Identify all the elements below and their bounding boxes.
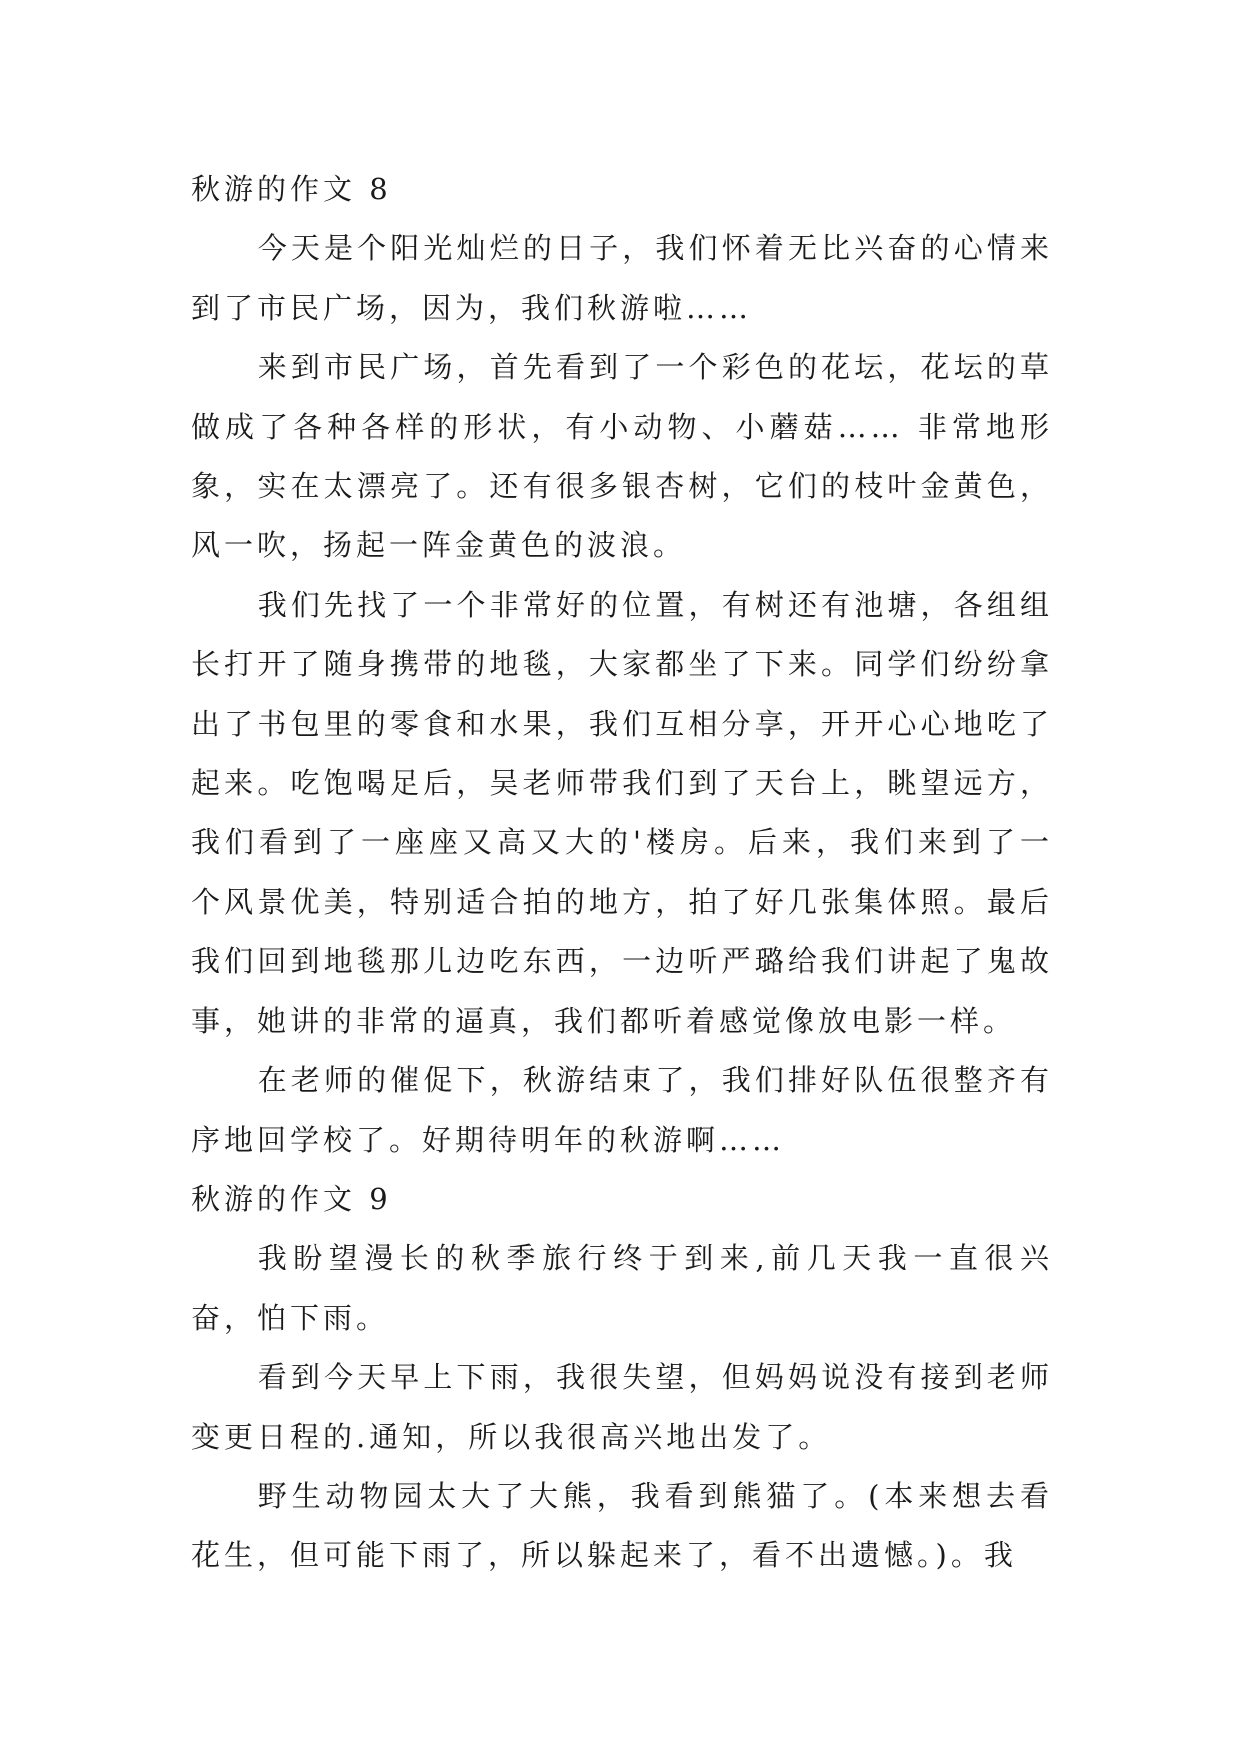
paragraph: 野生动物园太大了大熊，我看到熊猫了。(本来想去看花生，但可能下雨了，所以躲起来了，看不出遗憾。)。我 (191, 1478, 1053, 1573)
paragraph: 在老师的催促下，秋游结束了，我们排好队伍很整齐有序地回学校了。好期待明年的秋游啊…… (191, 1063, 1053, 1157)
paragraph: 看到今天早上下雨，我很失望，但妈妈说没有接到老师变更日程的.通知，所以我很高兴地出发了。 (191, 1360, 1053, 1454)
section-heading-8: 秋游的作文 8 (191, 172, 392, 206)
paragraph: 我们先找了一个非常好的位置，有树还有池塘，各组组长打开了随身携带的地毯，大家都坐了下来。同学们纷纷拿出了书包里的零食和水果，我们互相分享，开开心心地吃了起来。吃饱喝足后，吴老师带我们到了天台上，眺望远方，我们看到了一座座又高又大的'楼房。后来，我们来到了一个风景优美，特别适合拍的地方，拍了好几张集体照。最后我们回到地毯那儿边吃东西，一边听严璐给我们讲起了鬼故事，她讲的非常的逼真，我们都听着感觉像放电影一样。 (191, 587, 1053, 1038)
paragraph: 来到市民广场，首先看到了一个彩色的花坛，花坛的草做成了各种各样的形状，有小动物、小蘑菇…… 非常地形象，实在太漂亮了。还有很多银杏树，它们的枝叶金黄色，风一吹，扬起一阵金黄色的波浪。 (191, 350, 1053, 563)
document-body (191, 160, 1053, 1586)
paragraph: 我盼望漫长的秋季旅行终于到来,前几天我一直很兴奋，怕下雨。 (191, 1241, 1053, 1335)
paragraph: 今天是个阳光灿烂的日子，我们怀着无比兴奋的心情来到了市民广场，因为，我们秋游啦…… (191, 231, 1053, 325)
section-heading-9: 秋游的作文 9 (191, 1181, 392, 1216)
